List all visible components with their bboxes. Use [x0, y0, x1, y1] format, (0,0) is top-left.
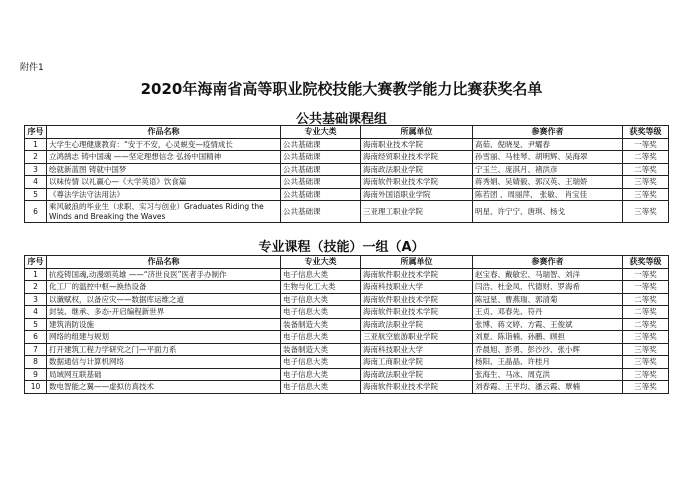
table-row	[25, 151, 669, 164]
cell-category: 公共基础课	[281, 188, 361, 201]
cell-work: 局域网互联基础	[47, 368, 281, 381]
cell-unit: 海南政法职业学院	[361, 163, 473, 176]
cell-category: 公共基础课	[281, 201, 361, 223]
cell-work: 以味传情 以礼赢心—《大学英语》饮食篇	[47, 176, 281, 189]
cell-unit: 海南科技职业大学	[361, 343, 473, 356]
cell-index: 1	[25, 268, 47, 281]
cell-authors: 宁玉兰、庞淇月、褚洪彦	[473, 163, 623, 176]
table-header-row	[25, 126, 669, 139]
cell-work: 封装、继承、多态-开启编程新世界	[47, 306, 281, 319]
cell-index: 7	[25, 343, 47, 356]
cell-award: 一等奖	[623, 138, 669, 151]
cell-category: 装备制造大类	[281, 343, 361, 356]
cell-work: 建筑消防设施	[47, 318, 281, 331]
cell-work: 立鸿鹄志 铸中国魂 ——坚定理想信念 弘扬中国精神	[47, 151, 281, 164]
cell-authors: 孙雪丽、马桂琴、胡明辉、吴海翠	[473, 151, 623, 164]
cell-award: 三等奖	[623, 188, 669, 201]
cell-index: 10	[25, 381, 47, 394]
cell-authors: 陈若团 、周丽萍、 张敏、 肖宝佳	[473, 188, 623, 201]
cell-unit: 海南工商职业学院	[361, 356, 473, 369]
cell-unit: 海南软件职业技术学院	[361, 293, 473, 306]
cell-index: 4	[25, 176, 47, 189]
cell-work: 抗疫铸国魂,动漫颂英雄 ——“济世良医”医者手办制作	[47, 268, 281, 281]
page-title: 2020年海南省高等职业院校技能大赛教学能力比赛获奖名单	[140, 80, 543, 98]
table-row	[25, 201, 669, 223]
cell-authors: 王贞、邓春先、符丹	[473, 306, 623, 319]
table-row	[25, 381, 669, 394]
cell-unit: 海南软件职业技术学院	[361, 381, 473, 394]
header-cell: 参赛作者	[473, 126, 623, 139]
cell-index: 4	[25, 306, 47, 319]
cell-category: 电子信息大类	[281, 293, 361, 306]
cell-unit: 海南政法职业学院	[361, 318, 473, 331]
table-row	[25, 176, 669, 189]
header-cell: 专业大类	[281, 126, 361, 139]
group2-title: 专业课程（技能）一组（A）	[258, 240, 425, 255]
cell-unit: 三亚理工职业学院	[361, 201, 473, 223]
cell-award: 二等奖	[623, 151, 669, 164]
cell-work: 数据通信与计算机网络	[47, 356, 281, 369]
cell-index: 9	[25, 368, 47, 381]
cell-unit: 海南科技职业大学	[361, 281, 473, 294]
cell-authors: 张海生、马冰、周克洪	[473, 368, 623, 381]
cell-work: 绘就新蓝图 铸就中国梦	[47, 163, 281, 176]
cell-work: 化工厂的温控中枢—换热设备	[47, 281, 281, 294]
cell-index: 2	[25, 151, 47, 164]
cell-award: 二等奖	[623, 163, 669, 176]
table-row	[25, 268, 669, 281]
cell-authors: 蒋秀娟、吴婧毅、郭汉英、王瑞娇	[473, 176, 623, 189]
header-cell: 所属单位	[361, 126, 473, 139]
cell-index: 6	[25, 331, 47, 344]
cell-award: 三等奖	[623, 343, 669, 356]
table-row	[25, 331, 669, 344]
header-cell: 作品名称	[47, 126, 281, 139]
cell-unit: 海南政法职业学院	[361, 368, 473, 381]
cell-category: 电子信息大类	[281, 368, 361, 381]
cell-award: 三等奖	[623, 381, 669, 394]
cell-work: 乘风破浪的毕业生（求职、实习与创业）Graduates Riding the Winds and Breaking the Waves	[47, 201, 281, 223]
cell-award: 二等奖	[623, 318, 669, 331]
cell-index: 3	[25, 163, 47, 176]
cell-work: 网络的组建与规划	[47, 331, 281, 344]
cell-index: 6	[25, 201, 47, 223]
header-cell: 获奖等级	[623, 256, 669, 269]
group2-table	[24, 255, 669, 394]
group1-table	[24, 125, 669, 223]
cell-index: 2	[25, 281, 47, 294]
attachment-label: 附件1	[20, 63, 44, 73]
cell-work: 以谶赋权，以备应灾——数据库运维之道	[47, 293, 281, 306]
header-cell: 所属单位	[361, 256, 473, 269]
cell-work: 大学生心理健康教育：“安于不安，心灵蜕变—疫情成长	[47, 138, 281, 151]
cell-unit: 海南软件职业技术学院	[361, 176, 473, 189]
cell-authors: 高茹、倪晓旻、尹耀春	[473, 138, 623, 151]
table-row	[25, 188, 669, 201]
table-row	[25, 281, 669, 294]
cell-unit: 海南职业技术学院	[361, 138, 473, 151]
cell-category: 公共基础课	[281, 151, 361, 164]
table-row	[25, 163, 669, 176]
cell-authors: 闫浩、杜金凤、代德财、罗海希	[473, 281, 623, 294]
cell-category: 电子信息大类	[281, 356, 361, 369]
cell-index: 1	[25, 138, 47, 151]
cell-index: 3	[25, 293, 47, 306]
cell-authors: 赵宝春、戴敏宏、马瑞智、刘洋	[473, 268, 623, 281]
table-row	[25, 293, 669, 306]
cell-authors: 刘春霞、王平均、潘云霞、覃楠	[473, 381, 623, 394]
table-row	[25, 356, 669, 369]
cell-unit: 海南外国语职业学院	[361, 188, 473, 201]
cell-award: 一等奖	[623, 268, 669, 281]
header-cell: 序号	[25, 256, 47, 269]
cell-award: 二等奖	[623, 293, 669, 306]
header-cell: 参赛作者	[473, 256, 623, 269]
header-cell: 序号	[25, 126, 47, 139]
cell-unit: 海南软件职业技术学院	[361, 306, 473, 319]
cell-authors: 陈冠星、曹燕瑞、郭清菊	[473, 293, 623, 306]
cell-index: 5	[25, 188, 47, 201]
group1-title: 公共基础课程组	[295, 112, 387, 127]
cell-authors: 杨阳、王晶晶、许桂月	[473, 356, 623, 369]
cell-category: 公共基础课	[281, 176, 361, 189]
cell-unit: 海南软件职业技术学院	[361, 268, 473, 281]
cell-award: 三等奖	[623, 331, 669, 344]
cell-award: 三等奖	[623, 201, 669, 223]
cell-award: 三等奖	[623, 368, 669, 381]
table-header-row	[25, 256, 669, 269]
cell-unit: 海南经贸职业技术学院	[361, 151, 473, 164]
cell-category: 电子信息大类	[281, 306, 361, 319]
cell-index: 8	[25, 356, 47, 369]
table-row	[25, 318, 669, 331]
header-cell: 获奖等级	[623, 126, 669, 139]
cell-award: 三等奖	[623, 356, 669, 369]
table-row	[25, 368, 669, 381]
cell-work: 数电智能之翼——虚拟仿真技术	[47, 381, 281, 394]
cell-category: 装备制造大类	[281, 318, 361, 331]
cell-authors: 明星、许宁宁、唐琪、杨戈	[473, 201, 623, 223]
cell-index: 5	[25, 318, 47, 331]
cell-award: 一等奖	[623, 281, 669, 294]
cell-authors: 乔晨旭、彭勇、彭沙沙、张小辉	[473, 343, 623, 356]
cell-category: 电子信息大类	[281, 331, 361, 344]
cell-authors: 刘夏、陈诣楠、孙鹏、顾担	[473, 331, 623, 344]
table-row	[25, 306, 669, 319]
cell-category: 公共基础课	[281, 163, 361, 176]
cell-award: 二等奖	[623, 306, 669, 319]
cell-unit: 三亚航空旅游职业学院	[361, 331, 473, 344]
header-cell: 专业大类	[281, 256, 361, 269]
cell-category: 电子信息大类	[281, 381, 361, 394]
cell-authors: 张博、蒋文婷、方霞、王俊斌	[473, 318, 623, 331]
table-row	[25, 343, 669, 356]
cell-work: 《尊法学法守法用法》	[47, 188, 281, 201]
cell-award: 三等奖	[623, 176, 669, 189]
table-row	[25, 138, 669, 151]
cell-category: 电子信息大类	[281, 268, 361, 281]
header-cell: 作品名称	[47, 256, 281, 269]
cell-category: 生物与化工大类	[281, 281, 361, 294]
cell-work: 打开建筑工程力学研究之门—平面力系	[47, 343, 281, 356]
cell-category: 公共基础课	[281, 138, 361, 151]
